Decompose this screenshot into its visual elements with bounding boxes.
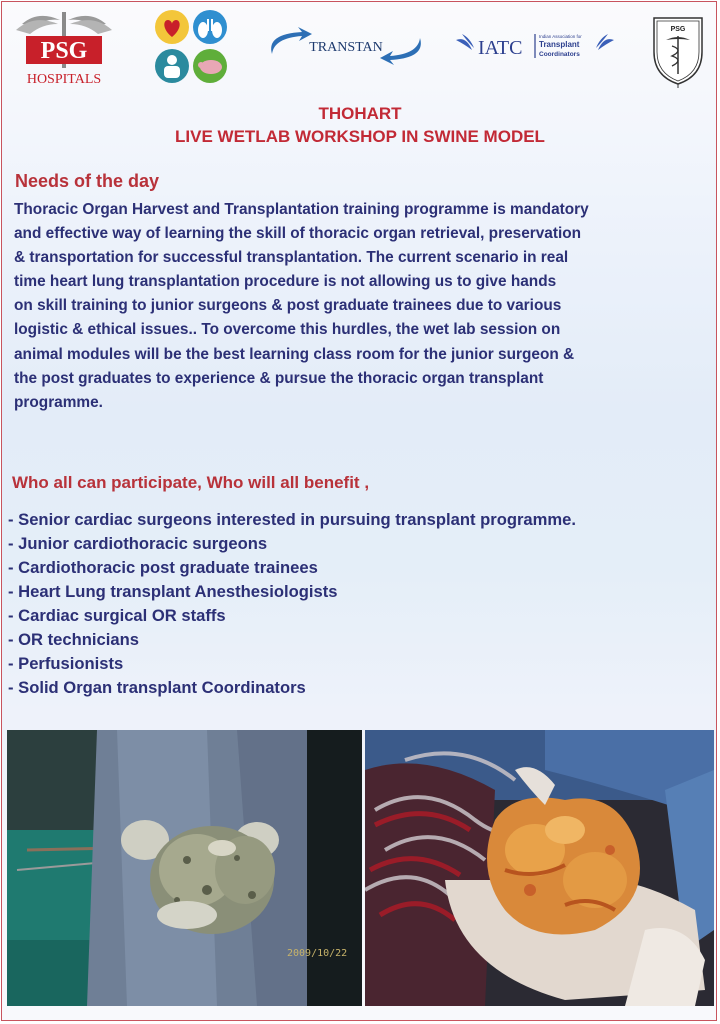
iatc-subtitle-2: Transplant	[539, 40, 580, 49]
event-subtitle: LIVE WETLAB WORKSHOP IN SWINE MODEL	[175, 127, 545, 146]
needs-heading: Needs of the day	[15, 171, 160, 191]
crest-text: PSG	[670, 26, 686, 33]
psg-hospitals-text: HOSPITALS	[26, 72, 102, 87]
event-title: THOHART	[318, 104, 402, 123]
list-item: - Cardiac surgical OR staffs	[8, 606, 226, 625]
heart-photo-illustration	[365, 730, 714, 1006]
iatc-subtitle-3: Coordinators	[539, 51, 580, 58]
logo-bar	[0, 0, 720, 95]
surgery-photo-heart	[365, 730, 714, 1006]
organs-icon	[154, 9, 228, 85]
psg-initials: PSG	[40, 38, 88, 64]
psg-crest-logo	[648, 12, 708, 88]
list-item: - Senior cardiac surgeons interested in pursuing transplant programme.	[8, 510, 576, 529]
needs-paragraph: Thoracic Organ Harvest and Transplantation training programme is mandatory and effective way of learning the skill of thoracic organ retrieval, preservation & transportation for successful transplantation. The current scenario in real time heart lung transplantation procedure is not allowing us to give hands on skill training to junior surgeons & post graduate trainees due to various logistic & ethical issues.. To overcome this hurdles, the wet lab session on animal modules will be the best learning class room for the junior surgeon & the post graduates to experience & pursue the thoracic organ transplant programme.	[14, 201, 589, 411]
list-item: - Heart Lung transplant Anesthesiologists	[8, 582, 338, 601]
list-item: - Solid Organ transplant Coordinators	[8, 678, 306, 697]
list-item: - Cardiothoracic post graduate trainees	[8, 558, 318, 577]
iatc-acronym: IATC	[478, 37, 523, 59]
lungs-photo-illustration	[7, 730, 362, 1006]
list-item: - OR technicians	[8, 630, 139, 649]
psg-hospitals-logo	[8, 8, 120, 90]
list-item: - Perfusionists	[8, 654, 124, 673]
transtan-logo	[262, 24, 430, 68]
iatc-subtitle-1: Indian Association for	[539, 34, 582, 39]
iatc-logo	[452, 20, 618, 70]
participants-list	[8, 508, 576, 700]
participants-heading: Who all can participate, Who will all benefit ,	[12, 473, 370, 492]
surgery-photo-lungs	[7, 730, 362, 1006]
transtan-text: TRANSTAN	[309, 40, 383, 55]
photo-timestamp: 2009/10/22	[287, 948, 348, 959]
list-item: - Junior cardiothoracic surgeons	[8, 534, 268, 553]
